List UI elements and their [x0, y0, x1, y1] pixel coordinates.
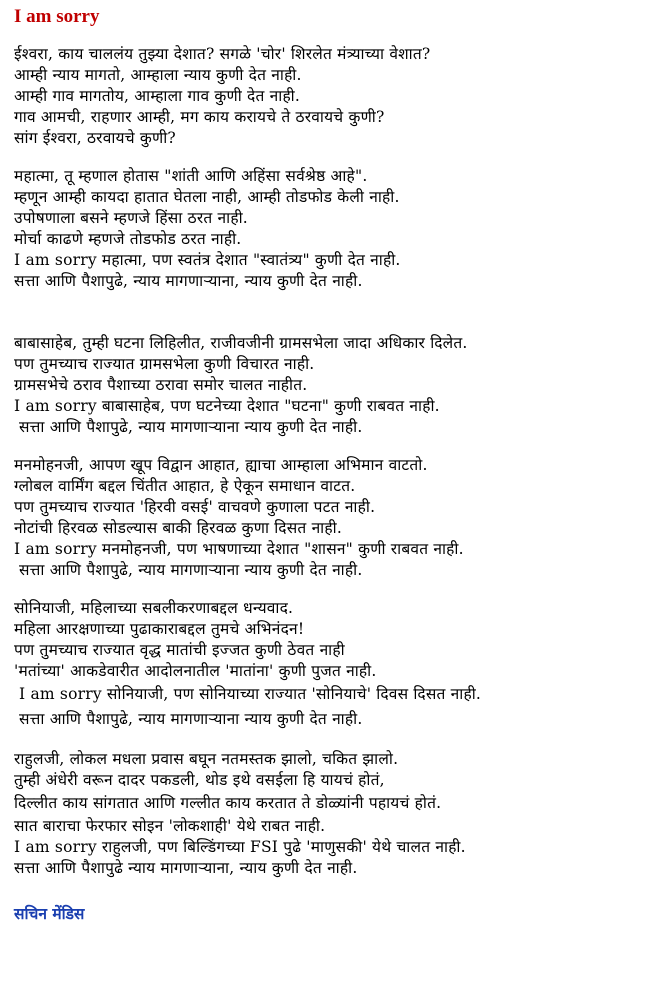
stanza-sonia — [14, 598, 646, 732]
poem-line: बाबासाहेब, तुम्ही घटना लिहिलीत, राजीवजीनी ग्रामसभेला जादा अधिकार दिलेत. — [14, 334, 468, 352]
poem-line: सात बाराचा फेरफार सोइन 'लोकशाही' येथे राबत नाही. — [14, 817, 326, 835]
poem-line: I am sorry बाबासाहेब, पण घटनेच्या देशात "घटना" कुणी राबवत नाही. — [14, 397, 440, 415]
poem-line: सोनियाजी, महिलाच्या सबलीकरणाबद्दल धन्यवाद. — [14, 599, 294, 617]
poem-line: मोर्चा काढणे म्हणजे तोडफोड ठरत नाही. — [14, 230, 242, 248]
poem-line: पण तुमच्याच राज्यात ग्रामसभेला कुणी विचारत नाही. — [14, 355, 315, 373]
poem-line: दिल्लीत काय सांगतात आणि गल्लीत काय करतात ते डोळ्यांनी पहायचं होतं. — [14, 794, 442, 812]
stanza-ishwara — [14, 44, 646, 149]
poem-line: पण तुमच्याच राज्यात 'हिरवी वसई' वाचवणे कुणाला पटत नाही. — [14, 498, 376, 516]
poem-line: ग्रामसभेचे ठराव पैशाच्या ठरावा समोर चालत नाहीत. — [14, 376, 308, 394]
poem-line: राहुलजी, लोकल मधला प्रवास बघून नतमस्तक झालो, चकित झालो. — [14, 750, 399, 768]
author-signature: सचिन मेंडिस — [14, 904, 85, 923]
poem-line: पण तुमच्याच राज्यात वृद्ध मातांची इज्जत कुणी ठेवत नाही — [14, 641, 345, 659]
poem-line: सत्ता आणि पैशापुढे, न्याय मागणाऱ्याना न्याय कुणी देत नाही. — [19, 418, 363, 436]
poem-line: उपोषणाला बसने म्हणजे हिंसा ठरत नाही. — [14, 209, 248, 227]
poem-line: ग्लोबल वार्मिंग बद्दल चिंतीत आहात, हे ऐकून समाधान वाटत. — [14, 477, 356, 495]
poem-line: ईश्वरा, काय चाललंय तुझ्या देशात? सगळे 'चोर' शिरलेत मंत्र्याच्या वेशात? — [14, 45, 431, 63]
stanza-babasaheb — [14, 333, 646, 438]
poem-line: सत्ता आणि पैशापुढे, न्याय मागणाऱ्याना, न्याय कुणी देत नाही. — [14, 272, 363, 290]
poem-line: I am sorry मनमोहनजी, पण भाषणाच्या देशात "शासन" कुणी राबवत नाही. — [14, 540, 464, 558]
poem-line: मनमोहनजी, आपण खूप विद्वान आहात, ह्याचा आम्हाला अभिमान वाटतो. — [14, 456, 428, 474]
poem-line: सांग ईश्वरा, ठरवायचे कुणी? — [14, 129, 176, 147]
poem-line: आम्ही न्याय मागतो, आम्हाला न्याय कुणी देत नाही. — [14, 66, 302, 84]
poem-line: म्हणून आम्ही कायदा हातात घेतला नाही, आम्ही तोडफोड केली नाही. — [14, 188, 400, 206]
poem-line: सत्ता आणि पैशापुढे, न्याय मागणाऱ्याना न्याय कुणी देत नाही. — [19, 710, 363, 728]
poem-title: I am sorry — [14, 6, 100, 27]
poem-line: I am sorry राहुलजी, पण बिल्डिंगच्या FSI पुढे 'माणुसकी' येथे चालत नाही. — [14, 838, 466, 856]
poem-line: महात्मा, तू म्हणाल होतास "शांती आणि अहिंसा सर्वश्रेष्ठ आहे". — [14, 167, 368, 185]
poem-line: सत्ता आणि पैशापुढे, न्याय मागणाऱ्याना न्याय कुणी देत नाही. — [19, 561, 363, 579]
poem-line: I am sorry महात्मा, पण स्वतंत्र देशात "स्वातंत्र्य" कुणी देत नाही. — [14, 251, 401, 269]
poem-line: तुम्ही अंधेरी वरून दादर पकडली, थोड इथे वसईला हि यायचं होतं, — [14, 771, 385, 789]
poem-line: नोटांची हिरवळ सोडल्यास बाकी हिरवळ कुणा दिसत नाही. — [14, 519, 342, 537]
poem-line: आम्ही गाव मागतोय, आम्हाला गाव कुणी देत नाही. — [14, 87, 301, 105]
poem-line: I am sorry सोनियाजी, पण सोनियाच्या राज्यात 'सोनियाचे' दिवस दिसत नाही. — [19, 685, 482, 703]
poem-line: सत्ता आणि पैशापुढे न्याय मागणाऱ्याना, न्याय कुणी देत नाही. — [14, 859, 358, 877]
poem-line: महिला आरक्षणाच्या पुढाकाराबद्दल तुमचे अभिनंदन! — [14, 620, 305, 638]
poem-line: 'मतांच्या' आकडेवारीत आदोलनातील 'मातांना' कुणी पुजत नाही. — [14, 662, 377, 680]
stanza-mahatma — [14, 166, 646, 292]
stanza-rahul — [14, 749, 646, 879]
poem-line: गाव आमची, राहणार आम्ही, मग काय करायचे ते ठरवायचे कुणी? — [14, 108, 385, 126]
poem-page — [14, 4, 646, 925]
stanza-manmohan — [14, 455, 646, 581]
